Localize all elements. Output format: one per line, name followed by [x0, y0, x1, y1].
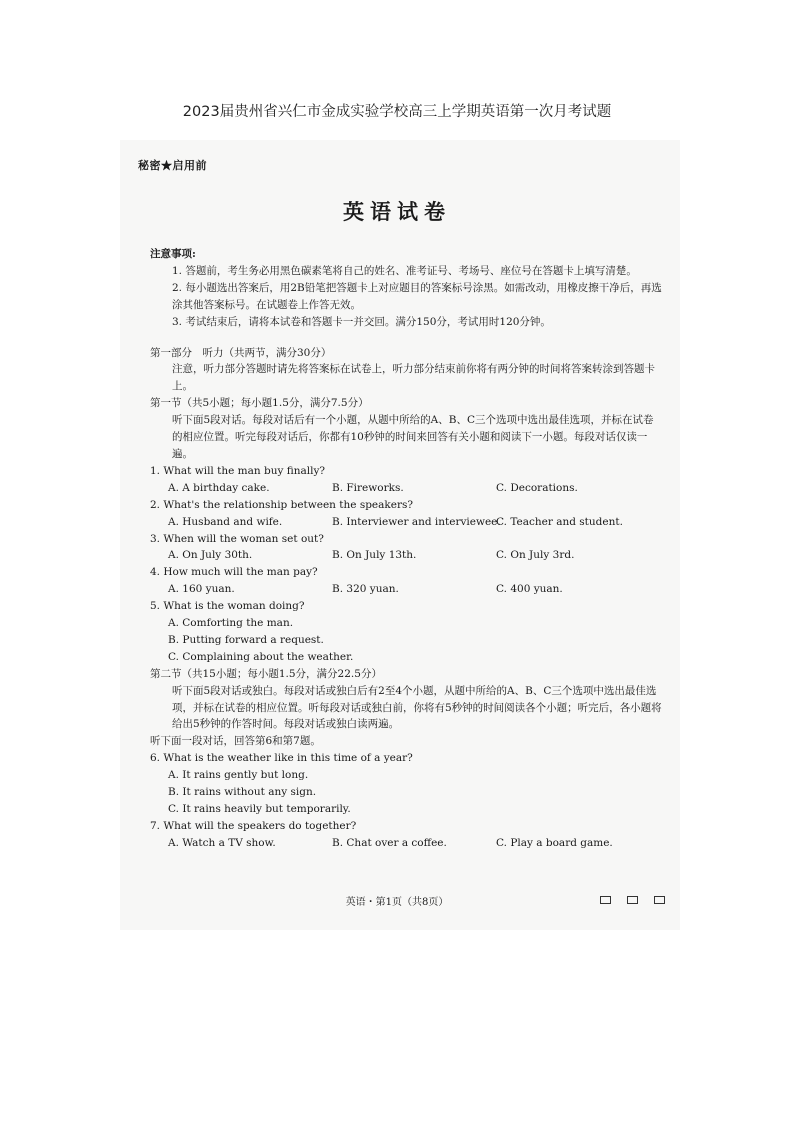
question-6: 6. What is the weather like in this time of a year? [150, 752, 413, 765]
secret-label: 秘密★启用前 [138, 159, 207, 172]
option-c: C. Complaining about the weather. [168, 650, 354, 663]
question-3-options [150, 547, 662, 564]
question-7-options [150, 835, 662, 852]
notice-item-2: 2. 每小题选出答案后，用2B铅笔把答题卡上对应题目的答案标号涂黑。如需改动，用橡皮擦干净后，再选涂其他答案标号。在试题卷上作答无效。 [172, 281, 662, 311]
option-b: B. It rains without any sign. [168, 786, 317, 799]
box-icon [627, 896, 638, 904]
option-b: B. Fireworks. [332, 481, 404, 494]
box-icon [654, 896, 665, 904]
question-7: 7. What will the speakers do together? [150, 819, 357, 832]
notice-item-3: 3. 考试结束后，请将本试卷和答题卡一并交回。满分150分，考试用时120分钟。 [172, 315, 551, 328]
question-3: 3. When will the woman set out? [150, 532, 324, 545]
question-2-options [150, 514, 662, 531]
exam-title: 英语试卷 [343, 199, 451, 224]
option-c: C. Play a board game. [496, 836, 613, 849]
option-a: A. Husband and wife. [168, 515, 283, 528]
option-b: B. Interviewer and interviewee. [332, 515, 501, 528]
section2-heading: 第二节（共15小题；每小题1.5分，满分22.5分） [150, 667, 382, 680]
option-b: B. 320 yuan. [332, 583, 399, 596]
question-5: 5. What is the woman doing? [150, 600, 305, 613]
page-footer: 英语・第1页（共8页） [345, 897, 449, 908]
section1-instructions: 听下面5段对话。每段对话后有一个小题，从题中所给的A、B、C三个选项中选出最佳选项，并标在试卷的相应位置。听完每段对话后，你都有10秒钟的时间来回答有关小题和阅读下一小题。每段对话仅读一遍。 [172, 414, 654, 460]
exam-body [150, 246, 662, 852]
option-a: A. 160 yuan. [168, 583, 235, 596]
option-a: A. It rains gently but long. [168, 769, 309, 782]
option-c: C. 400 yuan. [496, 583, 563, 596]
option-a: A. Comforting the man. [168, 617, 294, 630]
part1-note: 注意，听力部分答题时请先将答案标在试卷上，听力部分结束前你将有两分钟的时间将答案转涂到答题卡上。 [172, 363, 655, 393]
option-a: A. Watch a TV show. [168, 836, 276, 849]
section2-instructions: 听下面5段对话或独白。每段对话或独白后有2至4个小题，从题中所给的A、B、C三个选项中选出最佳选项，并标在试卷的相应位置。听每段对话或独白前，你将有5秒钟的时间阅读各个小题；听完后，各小题将给出5秒钟的作答时间。每段对话或独白读两遍。 [172, 684, 662, 731]
option-b: B. Chat over a coffee. [332, 836, 447, 849]
footer-boxes [600, 896, 665, 904]
option-c: C. On July 3rd. [496, 549, 575, 562]
option-c: C. Teacher and student. [496, 515, 623, 528]
question-4-options [150, 581, 662, 598]
option-b: B. On July 13th. [332, 549, 417, 562]
question-4: 4. How much will the man pay? [150, 566, 318, 579]
notice-heading: 注意事项: [150, 248, 196, 260]
option-c: C. Decorations. [496, 481, 578, 494]
part1-heading: 第一部分 听力（共两节，满分30分） [150, 346, 332, 359]
section1-heading: 第一节（共5小题；每小题1.5分，满分7.5分） [150, 397, 369, 410]
option-c: C. It rains heavily but temporarily. [168, 803, 351, 815]
option-a: A. A birthday cake. [168, 481, 270, 494]
section2-subheading: 听下面一段对话，回答第6和第7题。 [150, 735, 321, 748]
box-icon [600, 896, 611, 904]
notice-item-1: 1. 答题前，考生务必用黑色碳素笔将自己的姓名、准考证号、考场号、座位号在答题卡上填写清楚。 [172, 264, 637, 277]
question-1: 1. What will the man buy finally? [150, 464, 326, 477]
question-2: 2. What's the relationship between the speakers? [150, 498, 414, 511]
document-title: 2023届贵州省兴仁市金成实验学校高三上学期英语第一次月考试题 [182, 104, 612, 120]
option-b: B. Putting forward a request. [168, 633, 324, 646]
question-1-options [150, 480, 662, 497]
option-a: A. On July 30th. [168, 549, 253, 562]
